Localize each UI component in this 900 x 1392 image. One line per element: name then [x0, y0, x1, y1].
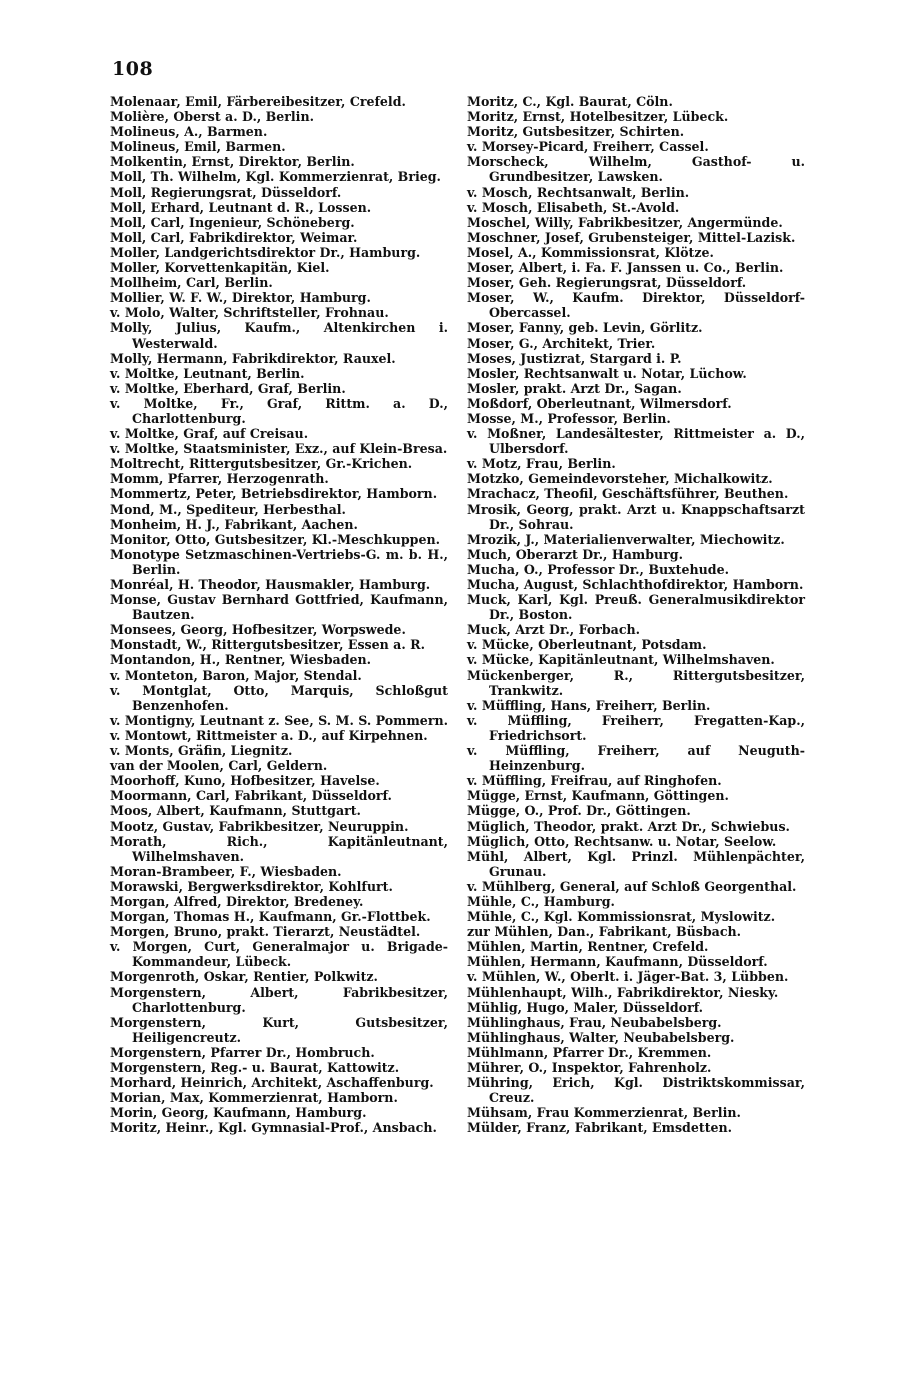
directory-entry: Montandon, H., Rentner, Wiesbaden. [110, 652, 372, 668]
directory-entry: v. Monts, Gräfin, Liegnitz. [110, 743, 293, 759]
directory-entry: Monotype Setzmaschinen-Vertriebs-G. m. b. H., Berlin. [110, 546, 448, 577]
directory-entry: v. Moltke, Graf, auf Creisau. [110, 426, 309, 442]
directory-entry: v. Mühlen, W., Oberlt. i. Jäger-Bat. 3, Lübben. [467, 969, 789, 985]
directory-entry: Molly, Julius, Kaufm., Altenkirchen i. Westerwald. [110, 320, 448, 351]
directory-entry: Molineus, Emil, Barmen. [110, 139, 286, 155]
directory-entry: Moser, W., Kaufm. Direktor, Düsseldorf-Obercassel. [467, 290, 805, 321]
directory-entry: Moll, Carl, Fabrikdirektor, Weimar. [110, 229, 358, 245]
directory-entry: Moser, G., Architekt, Trier. [467, 335, 656, 351]
left-column [110, 94, 448, 1135]
directory-entry: Müglich, Otto, Rechtsanw. u. Notar, Seelow. [467, 833, 777, 849]
directory-entry: Moses, Justizrat, Stargard i. P. [467, 350, 682, 366]
directory-entry: v. Mücke, Oberleutnant, Potsdam. [467, 637, 707, 653]
directory-entry: Mühlen, Martin, Rentner, Crefeld. [467, 939, 709, 955]
directory-entry: v. Morsey-Picard, Freiherr, Cassel. [467, 139, 709, 155]
directory-entry: Mühlinghaus, Frau, Neubabelsberg. [467, 1014, 722, 1030]
directory-entry: Morin, Georg, Kaufmann, Hamburg. [110, 1105, 367, 1121]
directory-entry: Molly, Hermann, Fabrikdirektor, Rauxel. [110, 350, 396, 366]
directory-entry: Moritz, Gutsbesitzer, Schirten. [467, 124, 685, 140]
directory-entry: Morgenstern, Albert, Fabrikbesitzer, Charlottenburg. [110, 984, 448, 1015]
directory-entry: van der Moolen, Carl, Geldern. [110, 758, 328, 774]
directory-entry: Molenaar, Emil, Färbereibesitzer, Crefeld. [110, 94, 406, 109]
directory-entry: Monitor, Otto, Gutsbesitzer, Kl.-Meschkuppen. [110, 531, 440, 547]
directory-entry: Moser, Fanny, geb. Levin, Görlitz. [467, 320, 703, 336]
directory-entry: Molineus, A., Barmen. [110, 124, 268, 140]
directory-entry: v. Moltke, Fr., Graf, Rittm. a. D., Charlottenburg. [110, 395, 448, 426]
directory-entry: v. Moltke, Eberhard, Graf, Berlin. [110, 380, 346, 396]
directory-entry: Monréal, H. Theodor, Hausmakler, Hamburg. [110, 577, 431, 592]
directory-entry: v. Montowt, Rittmeister a. D., auf Kirpehnen. [110, 727, 428, 743]
directory-entry: Mülder, Franz, Fabrikant, Emsdetten. [467, 1120, 733, 1136]
directory-entry: Morscheck, Wilhelm, Gasthof- u. Grundbesitzer, Lawsken. [467, 154, 805, 185]
directory-entry: Momm, Pfarrer, Herzogenrath. [110, 471, 329, 487]
directory-entry: Morgen, Bruno, prakt. Tierarzt, Neustädtel. [110, 924, 421, 940]
directory-entry: v. Müffling, Freiherr, Fregatten-Kap., Friedrichsort. [467, 712, 805, 743]
directory-entry: v. Monteton, Baron, Major, Stendal. [110, 667, 362, 683]
page-number: 108 [112, 58, 154, 80]
directory-entry: Moschner, Josef, Grubensteiger, Mittel-Lazisk. [467, 229, 796, 245]
right-column [467, 94, 805, 1135]
directory-entry: v. Montigny, Leutnant z. See, S. M. S. Pommern. [110, 712, 448, 728]
directory-entry: Morgenroth, Oskar, Rentier, Polkwitz. [110, 969, 378, 985]
directory-entry: Mührer, O., Inspektor, Fahrenholz. [467, 1060, 712, 1075]
directory-entry: v. Motz, Frau, Berlin. [467, 456, 616, 472]
directory-entry: Monse, Gustav Bernhard Gottfried, Kaufmann, Bautzen. [110, 592, 448, 623]
directory-entry: Mühlmann, Pfarrer Dr., Kremmen. [467, 1044, 712, 1060]
directory-entry: Müglich, Theodor, prakt. Arzt Dr., Schwiebus. [467, 818, 790, 834]
directory-entry: v. Mücke, Kapitänleutnant, Wilhelmshaven. [467, 652, 775, 668]
directory-entry: Mosse, M., Professor, Berlin. [467, 410, 671, 426]
directory-entry: Mucha, August, Schlachthofdirektor, Hamborn. [467, 577, 804, 592]
directory-entry: Morgan, Alfred, Direktor, Bredeney. [110, 893, 364, 909]
directory-entry: Moran-Brambeer, F., Wiesbaden. [110, 863, 342, 879]
directory-entry: Morgan, Thomas H., Kaufmann, Gr.-Flottbek. [110, 909, 431, 925]
directory-entry: Moll, Erhard, Leutnant d. R., Lossen. [110, 199, 372, 215]
directory-entry: v. Morgen, Curt, Generalmajor u. Brigade-Kommandeur, Lübeck. [110, 939, 448, 970]
directory-entry: Moritz, Ernst, Hotelbesitzer, Lübeck. [467, 109, 729, 125]
directory-entry: Moller, Korvettenkapitän, Kiel. [110, 260, 330, 276]
directory-entry: Moritz, Heinr., Kgl. Gymnasial-Prof., Ansbach. [110, 1120, 437, 1136]
directory-entry: Moorhoff, Kuno, Hofbesitzer, Havelse. [110, 773, 380, 789]
directory-entry: Mühle, C., Hamburg. [467, 893, 615, 909]
directory-entry: Mommertz, Peter, Betriebsdirektor, Hamborn. [110, 486, 438, 502]
directory-entry: Mollheim, Carl, Berlin. [110, 275, 273, 291]
directory-entry: Mond, M., Spediteur, Herbesthal. [110, 501, 346, 517]
directory-entry: Morgenstern, Kurt, Gutsbesitzer, Heiligencreutz. [110, 1014, 448, 1045]
directory-entry: Moser, Geh. Regierungsrat, Düsseldorf. [467, 275, 747, 291]
directory-entry: Monstadt, W., Rittergutsbesitzer, Essen a. R. [110, 637, 425, 653]
directory-entry: Mosler, Rechtsanwalt u. Notar, Lüchow. [467, 365, 747, 381]
directory-entry: v. Müffling, Freiherr, auf Neuguth-Heinzenburg. [467, 743, 805, 774]
directory-entry: v. Mühlberg, General, auf Schloß Georgenthal. [467, 878, 797, 894]
directory-entry: v. Müffling, Hans, Freiherr, Berlin. [467, 697, 711, 713]
directory-entry: Morian, Max, Kommerzienrat, Hamborn. [110, 1090, 398, 1106]
directory-entry: v. Montglat, Otto, Marquis, Schloßgut Benzenhofen. [110, 682, 448, 713]
directory-entry: Moschel, Willy, Fabrikbesitzer, Angermünde. [467, 214, 783, 230]
directory-entry: Moser, Albert, i. Fa. F. Janssen u. Co., Berlin. [467, 260, 784, 276]
directory-entry: Monsees, Georg, Hofbesitzer, Worpswede. [110, 622, 406, 638]
directory-entry: v. Mosch, Elisabeth, St.-Avold. [467, 199, 680, 215]
directory-entry: Mühle, C., Kgl. Kommissionsrat, Myslowitz. [467, 909, 776, 925]
directory-entry: Motzko, Gemeindevorsteher, Michalkowitz. [467, 471, 773, 487]
directory-entry: Morath, Rich., Kapitänleutnant, Wilhelmshaven. [110, 833, 448, 864]
directory-entry: Moßdorf, Oberleutnant, Wilmersdorf. [467, 395, 732, 411]
directory-entry: Mügge, Ernst, Kaufmann, Göttingen. [467, 788, 729, 804]
directory-entry: Mühlinghaus, Walter, Neubabelsberg. [467, 1029, 735, 1045]
directory-entry: v. Mosch, Rechtsanwalt, Berlin. [467, 184, 690, 200]
directory-entry: Morawski, Bergwerksdirektor, Kohlfurt. [110, 878, 393, 894]
directory-entry: Moller, Landgerichtsdirektor Dr., Hamburg. [110, 244, 421, 260]
directory-entry: Much, Oberarzt Dr., Hamburg. [467, 546, 683, 562]
directory-entry: zur Mühlen, Dan., Fabrikant, Büsbach. [467, 924, 742, 940]
directory-entry: Mühlenhaupt, Wilh., Fabrikdirektor, Niesky. [467, 984, 779, 1000]
directory-entry: Monheim, H. J., Fabrikant, Aachen. [110, 516, 358, 532]
directory-entry: Morgenstern, Reg.- u. Baurat, Kattowitz. [110, 1060, 400, 1075]
directory-entry: Mucha, O., Professor Dr., Buxtehude. [467, 561, 729, 577]
directory-entry: Muck, Karl, Kgl. Preuß. Generalmusikdirektor Dr., Boston. [467, 592, 805, 623]
directory-entry: Mrosik, Georg, prakt. Arzt u. Knappschaftsarzt Dr., Sohrau. [467, 501, 805, 532]
directory-entry: v. Müffling, Freifrau, auf Ringhofen. [467, 773, 722, 789]
directory-entry: Mückenberger, R., Rittergutsbesitzer, Trankwitz. [467, 667, 805, 698]
directory-entry: Molière, Oberst a. D., Berlin. [110, 109, 315, 125]
directory-entry: Mühlig, Hugo, Maler, Düsseldorf. [467, 999, 704, 1015]
directory-entry: Moritz, C., Kgl. Baurat, Cöln. [467, 94, 673, 109]
directory-entry: Mosler, prakt. Arzt Dr., Sagan. [467, 380, 682, 396]
directory-entry: v. Moßner, Landesältester, Rittmeister a. D., Ulbersdorf. [467, 426, 805, 457]
directory-entry: Moltrecht, Rittergutsbesitzer, Gr.-Krichen. [110, 456, 413, 472]
directory-entry: Moos, Albert, Kaufmann, Stuttgart. [110, 803, 361, 819]
directory-entry: Mügge, O., Prof. Dr., Göttingen. [467, 803, 691, 819]
directory-entry: Mollier, W. F. W., Direktor, Hamburg. [110, 290, 371, 306]
directory-entry: v. Moltke, Staatsminister, Exz., auf Klein-Bresa. [110, 441, 448, 457]
directory-entry: Mühsam, Frau Kommerzienrat, Berlin. [467, 1105, 741, 1121]
directory-entry: Mosel, A., Kommissionsrat, Klötze. [467, 244, 714, 260]
directory-entry: Moormann, Carl, Fabrikant, Düsseldorf. [110, 788, 392, 804]
directory-entry: v. Molo, Walter, Schriftsteller, Frohnau. [110, 305, 389, 321]
directory-entry: Moll, Th. Wilhelm, Kgl. Kommerzienrat, Brieg. [110, 169, 441, 185]
directory-entry: Mootz, Gustav, Fabrikbesitzer, Neuruppin. [110, 818, 409, 834]
directory-entry: Mrozik, J., Materialienverwalter, Miechowitz. [467, 531, 785, 547]
directory-entry: Morhard, Heinrich, Architekt, Aschaffenburg. [110, 1075, 434, 1091]
directory-entry: Mrachacz, Theofil, Geschäftsführer, Beuthen. [467, 486, 789, 502]
directory-entry: Muck, Arzt Dr., Forbach. [467, 622, 641, 638]
directory-entry: Mühlen, Hermann, Kaufmann, Düsseldorf. [467, 954, 768, 970]
directory-entry: Mühl, Albert, Kgl. Prinzl. Mühlenpächter, Grunau. [467, 848, 805, 879]
directory-entry: Moll, Regierungsrat, Düsseldorf. [110, 184, 342, 200]
directory-entry: Mühring, Erich, Kgl. Distriktskommissar, Creuz. [467, 1075, 805, 1106]
directory-entry: Morgenstern, Pfarrer Dr., Hombruch. [110, 1044, 375, 1060]
directory-entry: Moll, Carl, Ingenieur, Schöneberg. [110, 214, 355, 230]
directory-entry: Molkentin, Ernst, Direktor, Berlin. [110, 154, 355, 170]
directory-entry: v. Moltke, Leutnant, Berlin. [110, 365, 305, 381]
